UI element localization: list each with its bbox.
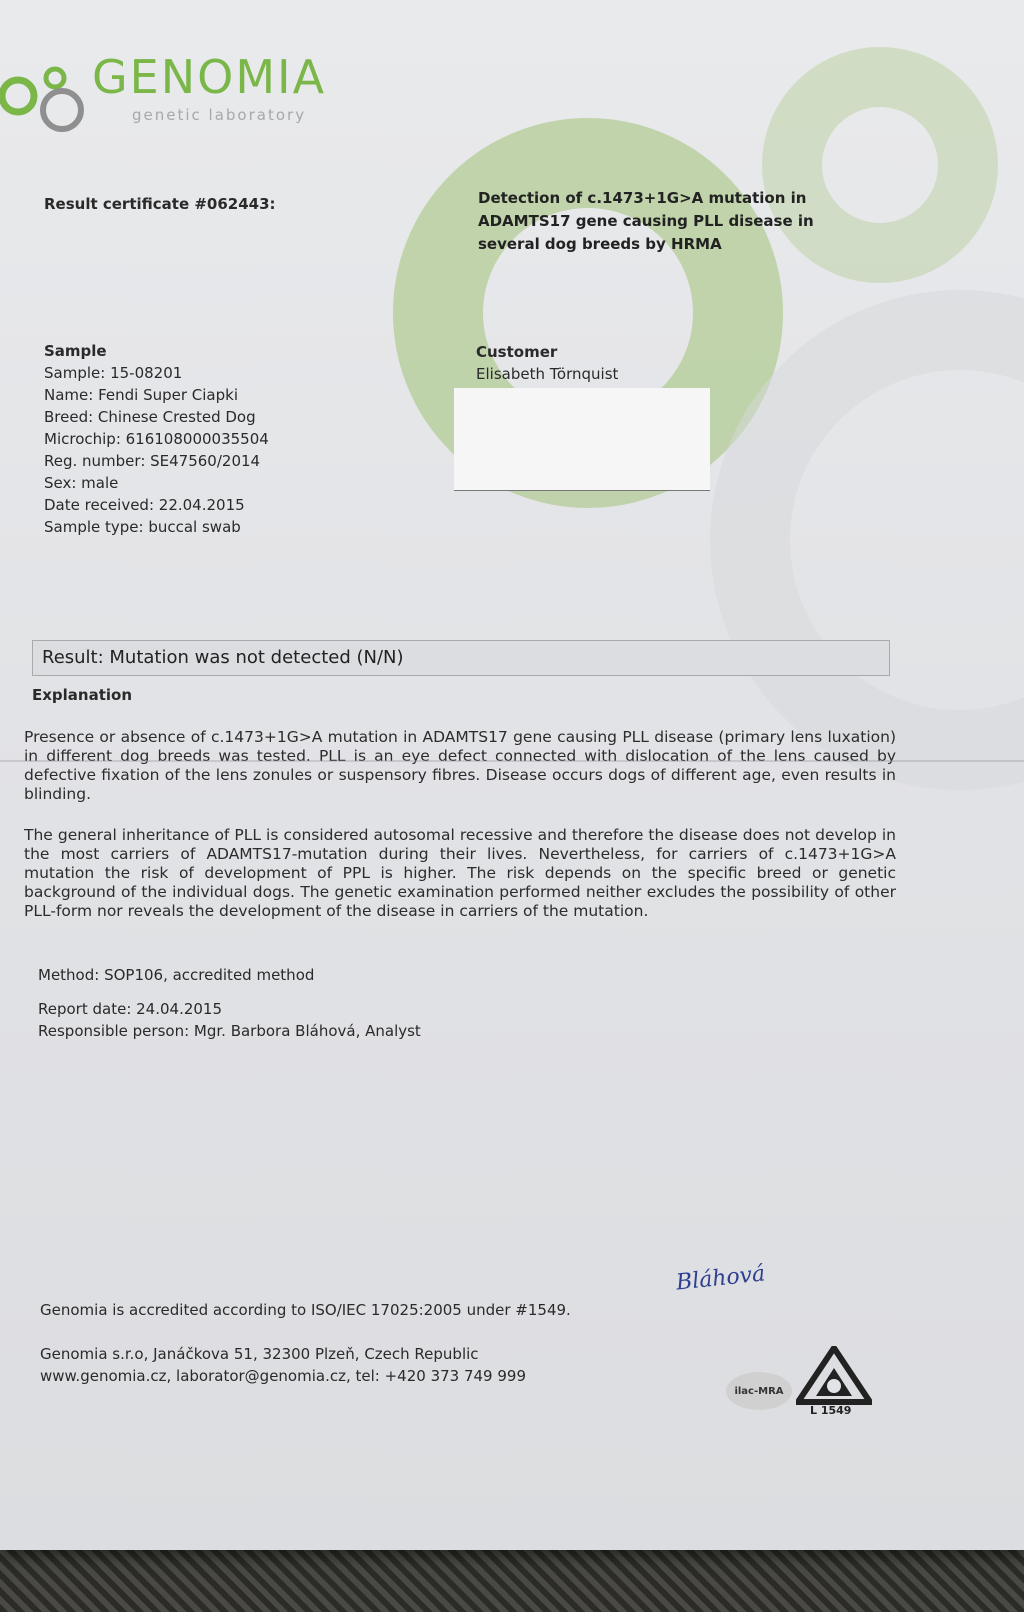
certificate-number: Result certificate #062443: [44, 195, 276, 213]
explanation-paragraph-1: Presence or absence of c.1473+1G>A mutation in ADAMTS17 gene causing PLL disease (primary lens luxation) in different dog breeds was tested. PLL is an eye defect connected with dislocation of the lens caused by defective fixation of the lens zonules or suspensory fibres. Disease occurs dogs of different age, even results in blinding. [24, 728, 896, 803]
company-contact: www.genomia.cz, laborator@genomia.cz, tel: +420 373 749 999 [40, 1367, 526, 1385]
ilac-mra-badge: ilac-MRA [726, 1372, 792, 1410]
cai-accreditation-icon [796, 1346, 872, 1406]
dog-name: Name: Fendi Super Ciapki [44, 386, 238, 404]
accreditation-note: Genomia is accredited according to ISO/IEC 17025:2005 under #1549. [40, 1301, 571, 1319]
logo-wordmark: GENOMIA [92, 50, 327, 104]
report-date: Report date: 24.04.2015 [38, 1000, 223, 1018]
sample-id: Sample: 15-08201 [44, 364, 183, 382]
genomia-logo-icon [0, 60, 90, 140]
reg-number: Reg. number: SE47560/2014 [44, 452, 261, 470]
method: Method: SOP106, accredited method [38, 966, 315, 984]
responsible-person: Responsible person: Mgr. Barbora Bláhová, Analyst [38, 1022, 421, 1040]
customer-name: Elisabeth Törnquist [476, 365, 619, 383]
redacted-address [454, 388, 710, 491]
accreditation-code: L 1549 [810, 1404, 852, 1417]
sex: Sex: male [44, 474, 119, 492]
customer-heading: Customer [476, 343, 558, 361]
dog-breed: Breed: Chinese Crested Dog [44, 408, 256, 426]
date-received: Date received: 22.04.2015 [44, 496, 245, 514]
explanation-paragraph-2: The general inheritance of PLL is considered autosomal recessive and therefore the disease does not develop in the most carriers of ADAMTS17-mutation during their lives. Nevertheless, for carriers of c.1473+1G>A mutation the risk of development of PPL is higher. The risk depends on the specific breed or genetic background of the individual dogs. The genetic examination performed neither excludes the possibility of other PLL-form nor reveals the development of the disease in carriers of the mutation. [24, 826, 896, 920]
signature: Bláhová [674, 1261, 767, 1296]
sample-details [44, 340, 404, 538]
faint-grey-ring [750, 330, 1024, 750]
sample-heading: Sample [44, 342, 107, 360]
company-address: Genomia s.r.o, Janáčkova 51, 32300 Plzeň, Czech Republic [40, 1345, 479, 1363]
test-title: Detection of c.1473+1G>A mutation in ADAMTS17 gene causing PLL disease in several dog breeds by HRMA [478, 189, 814, 253]
microchip: Microchip: 616108000035504 [44, 430, 269, 448]
explanation-heading: Explanation [32, 686, 133, 704]
logo-tagline: genetic laboratory [132, 106, 307, 124]
result-box: Result: Mutation was not detected (N/N) [32, 640, 890, 676]
sample-type: Sample type: buccal swab [44, 518, 241, 536]
paper-fold [0, 760, 1024, 762]
customer-details [476, 341, 776, 385]
